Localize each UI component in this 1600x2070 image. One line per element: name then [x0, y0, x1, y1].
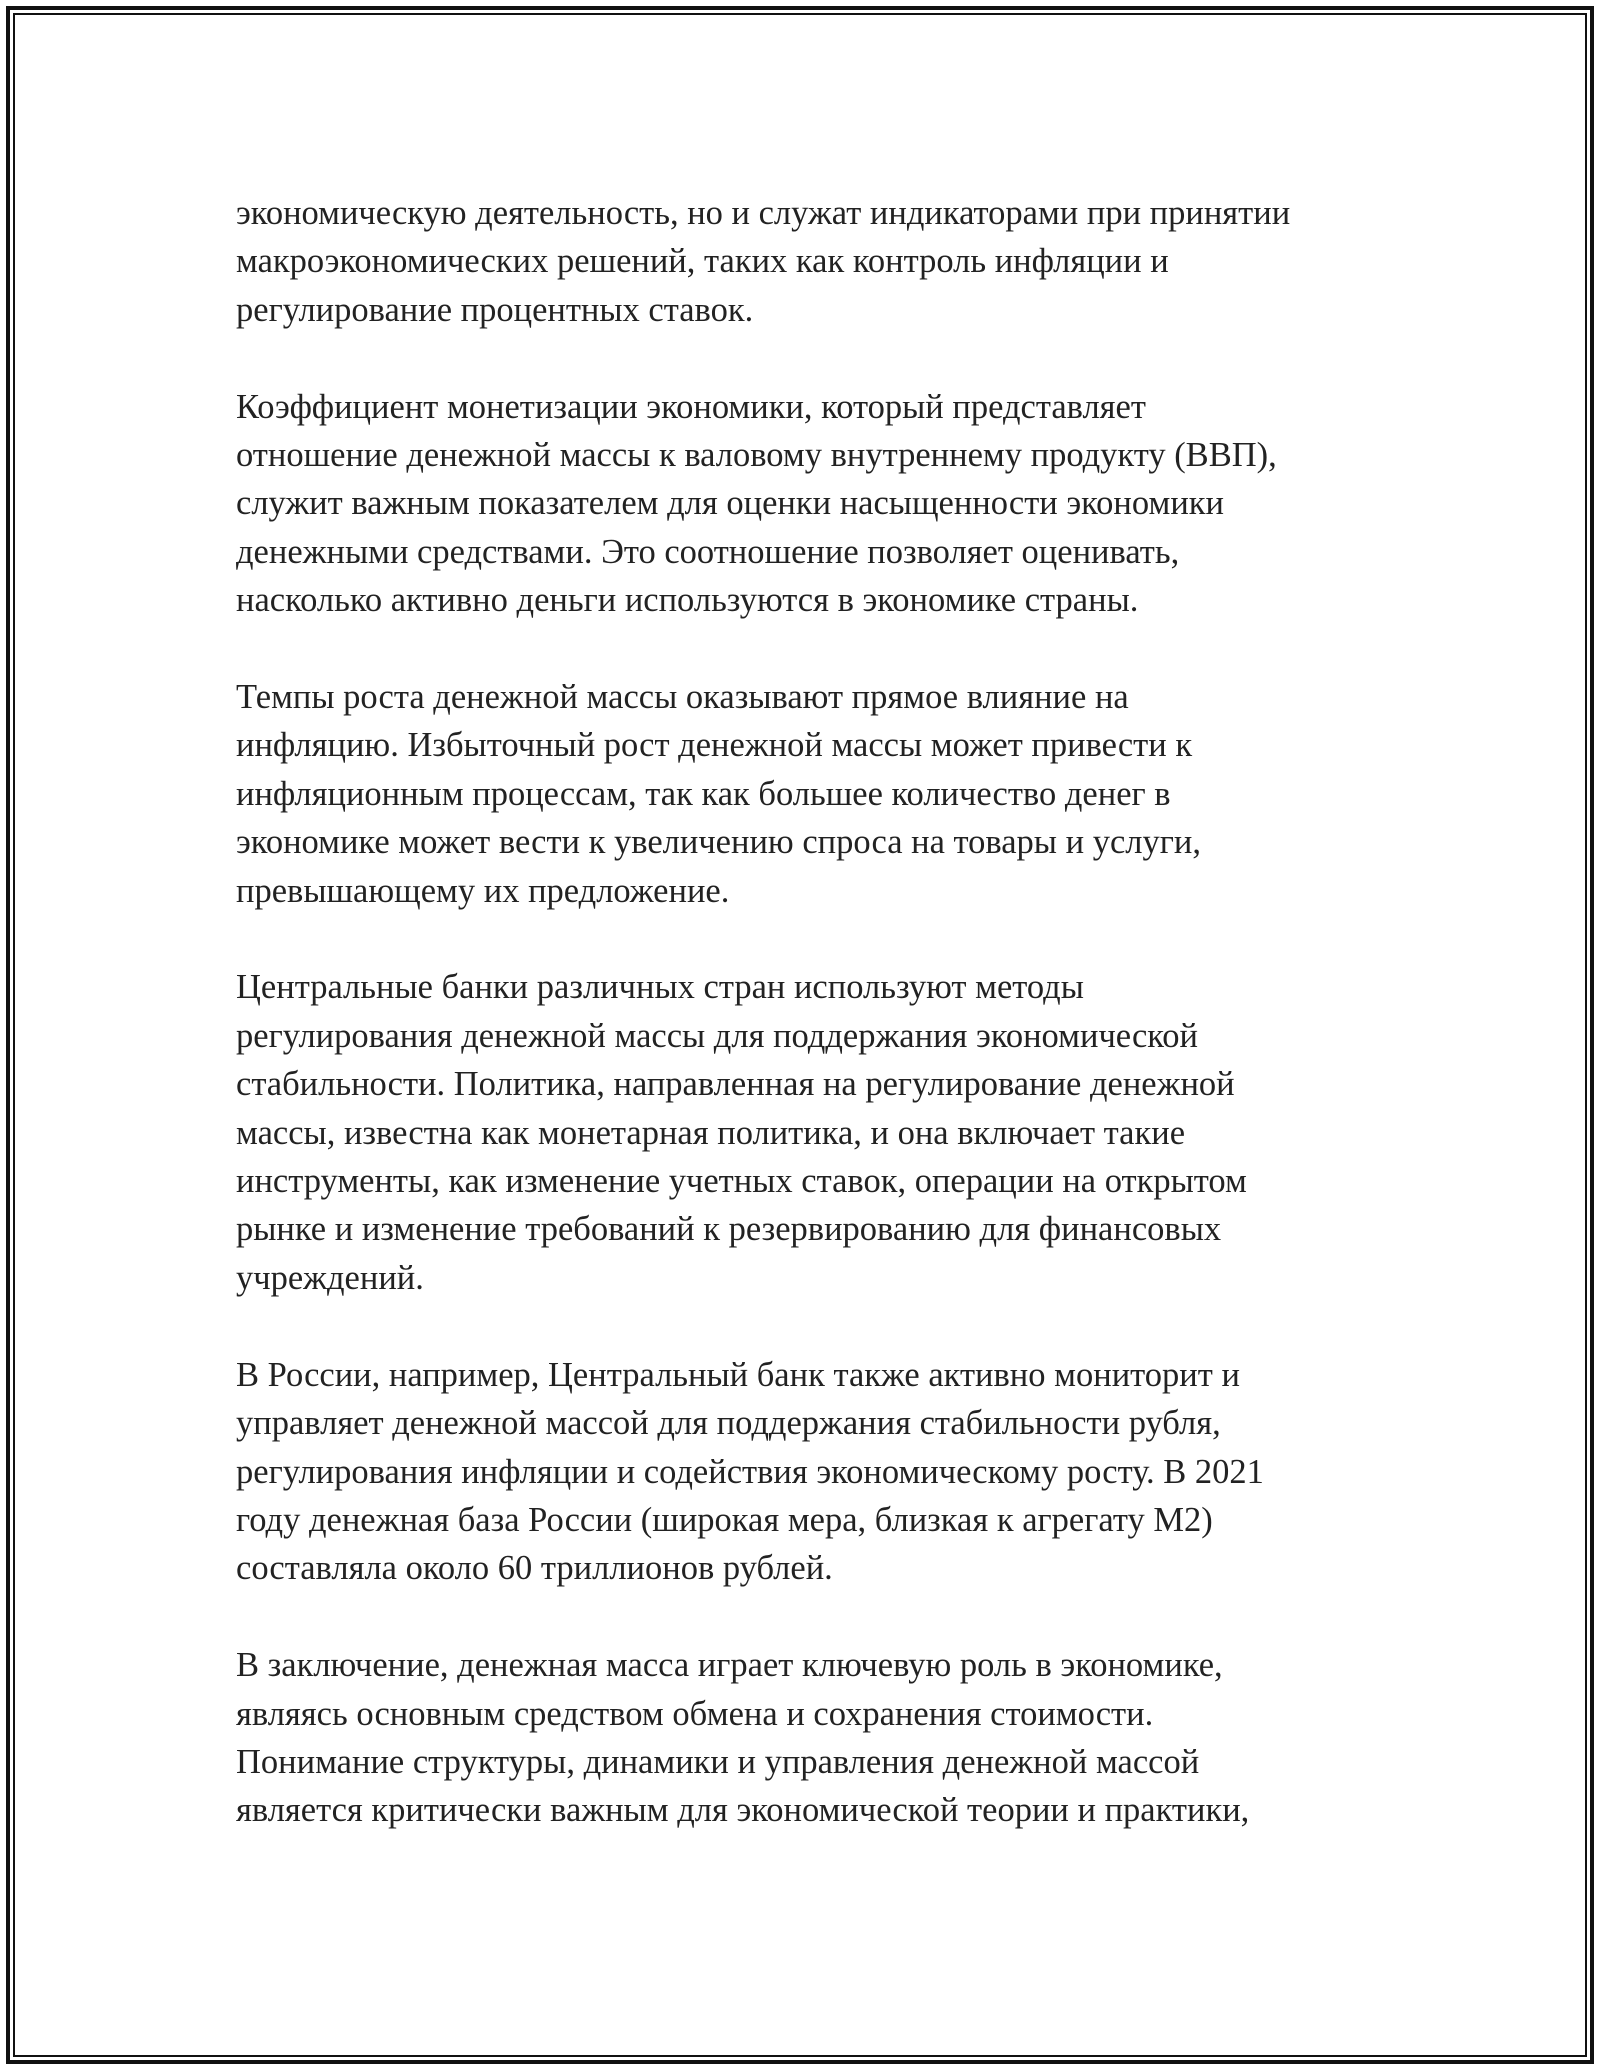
text-line: составляла около 60 триллионов рублей.: [236, 1549, 833, 1588]
text-line: экономике может вести к увеличению спроса на товары и услуги,: [236, 823, 1201, 862]
text-line: инфляционным процессам, так как большее количество денег в: [236, 774, 1171, 813]
text-line: Центральные банки различных стран используют методы: [236, 968, 1084, 1007]
text-line: является критически важным для экономической теории и практики,: [236, 1791, 1250, 1830]
text-line: В России, например, Центральный банк также активно мониторит и: [236, 1355, 1240, 1394]
text-line: году денежная база России (широкая мера, близкая к агрегату М2): [236, 1500, 1213, 1539]
text-line: насколько активно деньги используются в экономике страны.: [236, 581, 1139, 620]
text-line: регулирования инфляции и содействия экономическому росту. В 2021: [236, 1452, 1264, 1491]
paragraph: [236, 1641, 1416, 1835]
text-line: массы, известна как монетарная политика, и она включает такие: [236, 1113, 1186, 1152]
text-line: В заключение, денежная масса играет ключевую роль в экономике,: [236, 1646, 1223, 1685]
text-line: денежными средствами. Это соотношение позволяет оценивать,: [236, 532, 1180, 571]
text-line: Понимание структуры, динамики и управления денежной массой: [236, 1742, 1200, 1781]
text-line: являясь основным средством обмена и сохранения стоимости.: [236, 1694, 1154, 1733]
text-line: превышающему их предложение.: [236, 871, 730, 910]
paragraph: [236, 963, 1416, 1302]
text-line: рынке и изменение требований к резервированию для финансовых: [236, 1210, 1222, 1249]
document-body: [236, 189, 1416, 1835]
paragraph: [236, 383, 1416, 625]
text-line: учреждений.: [236, 1258, 424, 1297]
text-line: инфляцию. Избыточный рост денежной массы может привести к: [236, 726, 1193, 765]
text-line: регулирования денежной массы для поддержания экономической: [236, 1016, 1199, 1055]
paragraph: [236, 673, 1416, 915]
paragraph: [236, 1351, 1416, 1593]
text-line: инструменты, как изменение учетных ставок, операции на открытом: [236, 1162, 1247, 1201]
text-line: Коэффициент монетизации экономики, который представляет: [236, 387, 1146, 426]
text-line: отношение денежной массы к валовому внутреннему продукту (ВВП),: [236, 436, 1277, 475]
text-line: управляет денежной массой для поддержания стабильности рубля,: [236, 1404, 1221, 1443]
text-line: макроэкономических решений, таких как контроль инфляции и: [236, 242, 1169, 281]
text-line: регулирование процентных ставок.: [236, 290, 754, 329]
text-line: служит важным показателем для оценки насыщенности экономики: [236, 484, 1225, 523]
text-line: стабильности. Политика, направленная на регулирование денежной: [236, 1065, 1235, 1104]
text-line: экономическую деятельность, но и служат индикаторами при принятии: [236, 194, 1291, 232]
text-line: Темпы роста денежной массы оказывают прямое влияние на: [236, 678, 1129, 717]
paragraph: [236, 189, 1416, 334]
